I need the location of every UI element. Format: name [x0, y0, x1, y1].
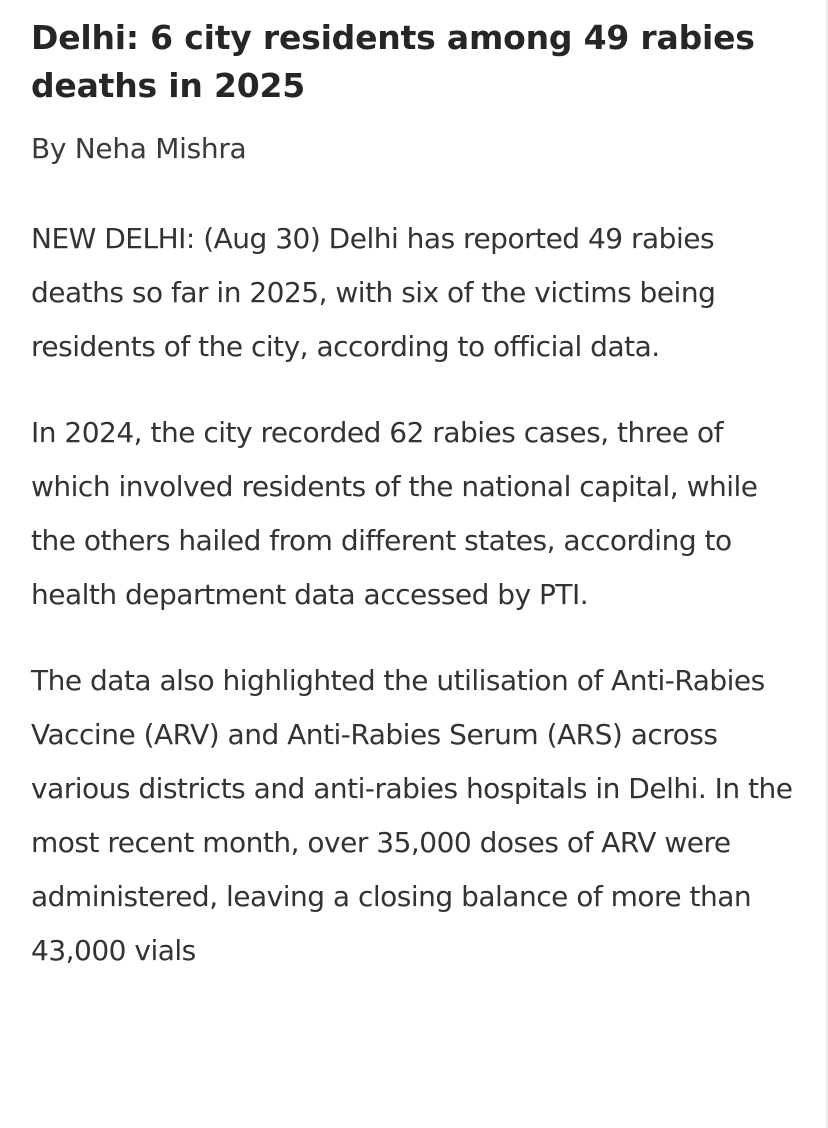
article-body: [31, 212, 803, 978]
article-paragraph: In 2024, the city recorded 62 rabies cases, three of which involved residents of the national capital, while the others hailed from different states, according to health department data accessed by PTI.: [31, 416, 758, 611]
article-byline: By Neha Mishra: [31, 132, 247, 165]
article-paragraph: The data also highlighted the utilisation of Anti-Rabies Vaccine (ARV) and Anti-Rabies Serum (ARS) across various districts and anti-rabies hospitals in Delhi. In the most recent month, over 35,000 doses of ARV were administered, leaving a closing balance of more than 43,000 vials: [31, 664, 793, 967]
article-headline: Delhi: 6 city residents among 49 rabies deaths in 2025: [31, 18, 755, 105]
article-paragraph: NEW DELHI: (Aug 30) Delhi has reported 49 rabies deaths so far in 2025, with six of the victims being residents of the city, according to official data.: [31, 222, 716, 363]
article: [31, 14, 803, 1010]
